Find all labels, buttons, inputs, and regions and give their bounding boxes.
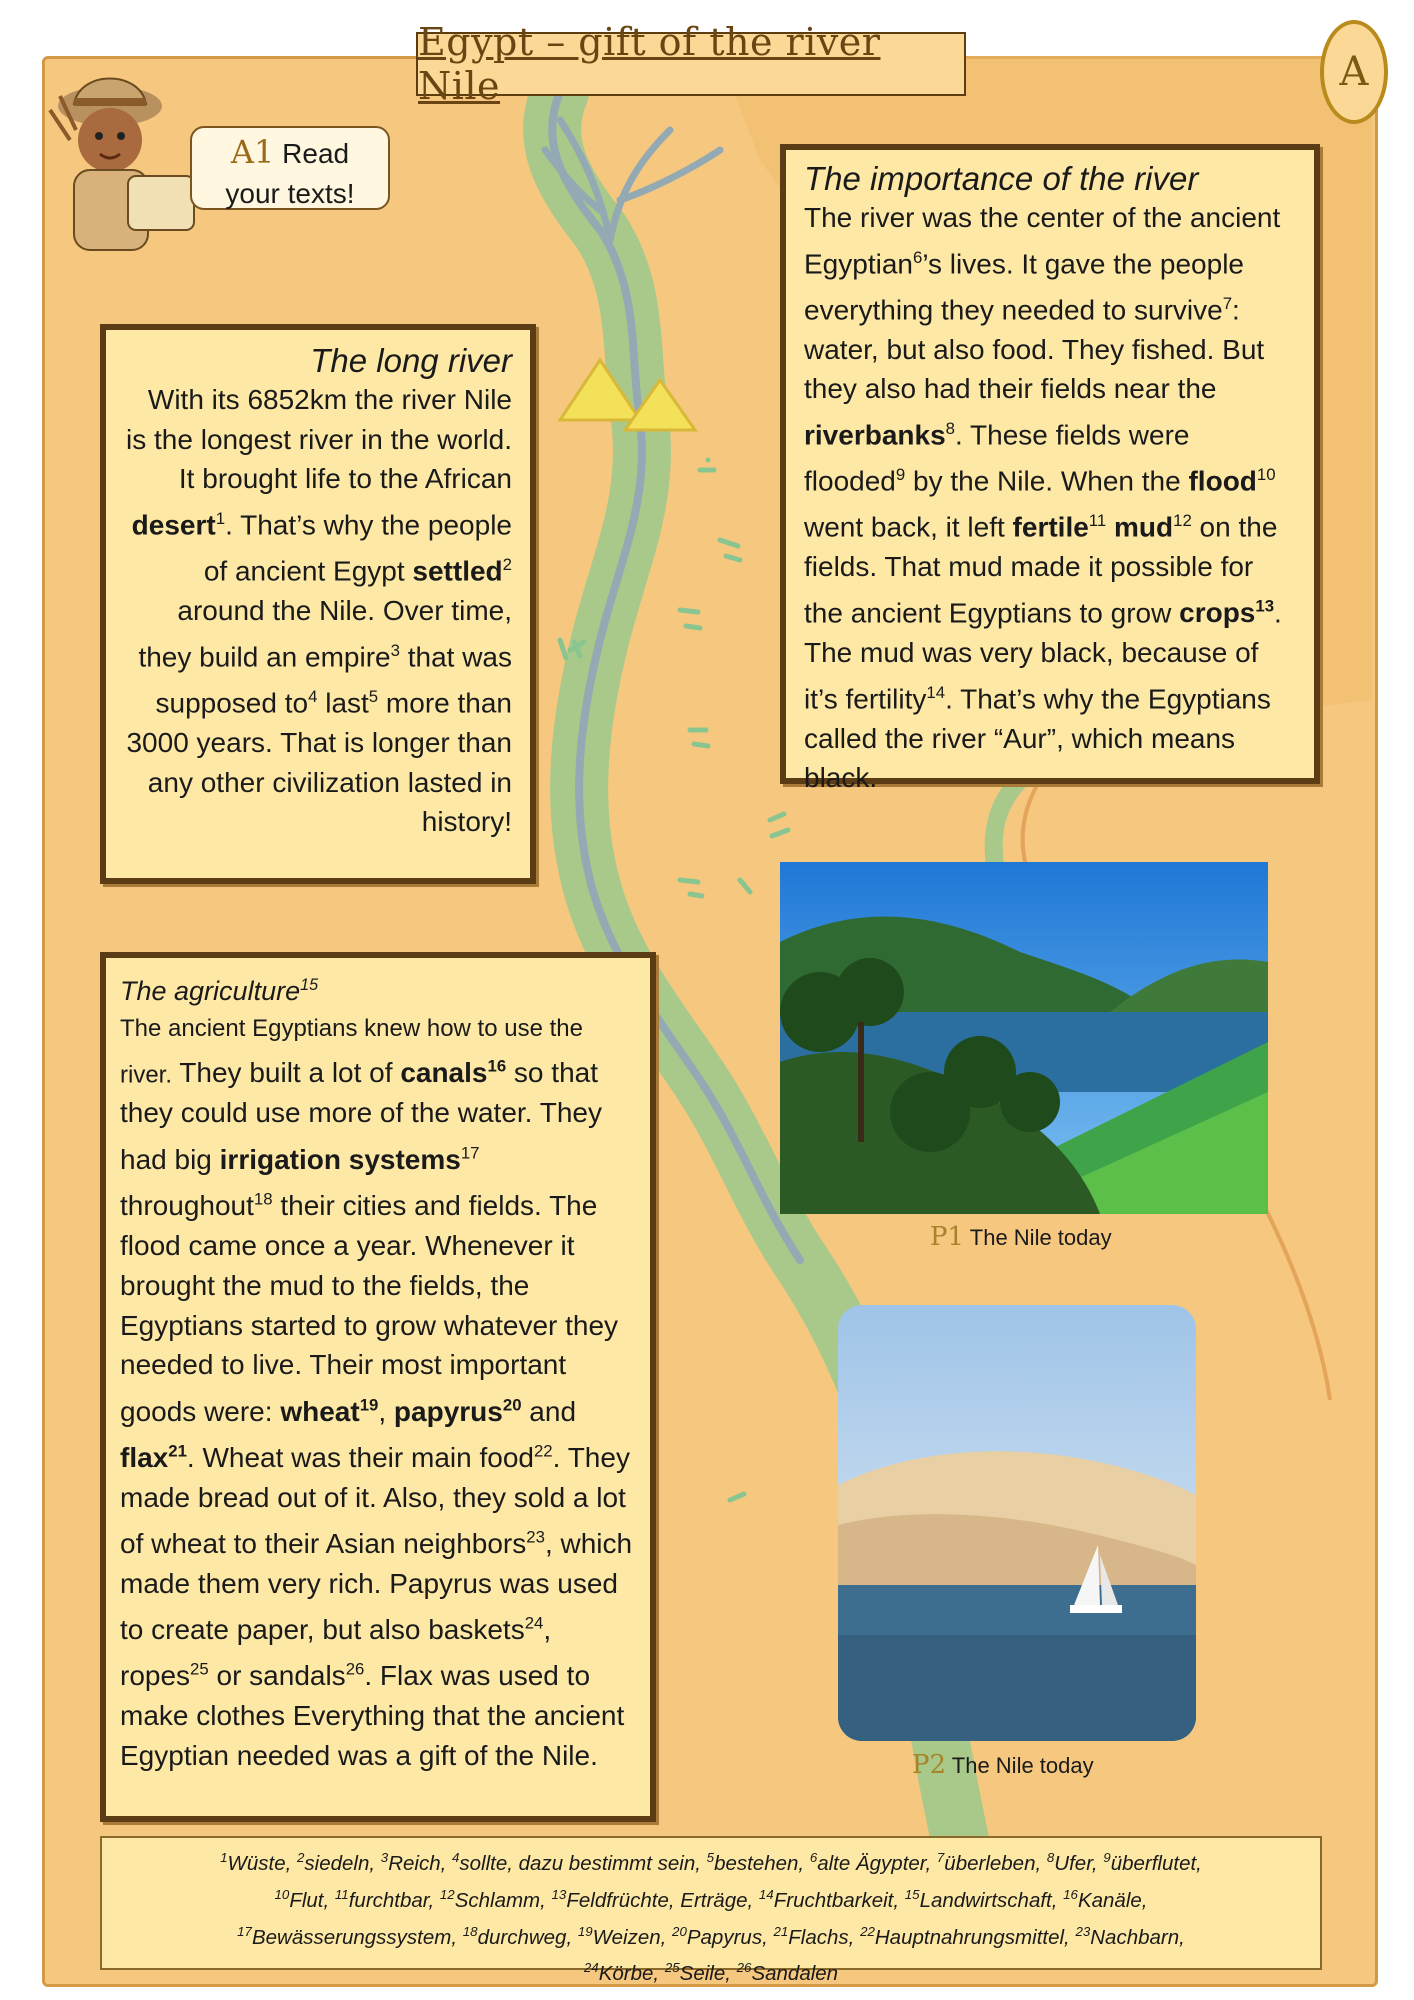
long-river-heading: The long river (310, 342, 512, 379)
task-speech-bubble (190, 126, 390, 210)
photo-2-caption-text: The Nile today (951, 1753, 1094, 1778)
explorer-boy-icon (50, 79, 194, 251)
photo-1-caption (930, 1222, 1112, 1252)
importance-text: The river was the center of the ancient Egyptian$^6$’s lives. It gave the people everything they needed to survive$^7$: water, but also food. They fished. But they also had their fields near the riverbanks$^8$. These fields were flooded$^9$ by the Nile. When the flood$^{10}$ went back, it left fertile$^{11}$ mud$^{12}$ on the fields. That mud made it possible for the ancient Egyptians to grow crops$^{13}$. The mud was very black, because of it’s fertility$^{14}$. That’s why the Egyptians called the river “Aur”, which means black. (804, 202, 1282, 794)
photo-1-label: P1 (930, 1222, 965, 1252)
vocabulary-footnotes: $^1$Wüste, $^2$siedeln, $^3$Reich, $^4$sollte, dazu bestimmt sein, $^5$bestehen, $^6$alte Ägypter, $^7$überleben, $^8$Ufer, $^9$überflutet, $^{10}$Flut, $^{11}$furchtbar, $^{12}$Schlamm, $^{13}$Feldfrüchte, Erträge, $^{14}$Fruchtbarkeit, $^{15}$Landwirtschaft, $^{16}$Kanäle, $^{17}$Bewässerungssystem, $^{18}$durchweg, $^{19}$Weizen, $^{20}$Papyrus, $^{21}$Flachs, $^{22}$Hauptnahrungsmittel, $^{23}$Nachbarn, $^{24}$Körbe, $^{25}$Seile, $^{26}$Sandalen (100, 1836, 1322, 1970)
agriculture-lead: The ancient Egyptians knew how to use the river. (120, 1015, 583, 1089)
nile-photo-2 (838, 1305, 1196, 1741)
task-label: A1 (230, 133, 275, 171)
agriculture-heading: The agriculture$^{15}$ (120, 976, 319, 1006)
importance-heading: The importance of the river (804, 160, 1199, 197)
page-title-text: Egypt – gift of the river Nile (418, 20, 881, 108)
long-river-box (100, 324, 536, 884)
task-text: Read your texts! (225, 138, 355, 209)
agriculture-text (120, 1007, 638, 1776)
photo-1-caption-text: The Nile today (969, 1225, 1112, 1250)
photo-2-label: P2 (912, 1750, 947, 1780)
nile-photo-1 (780, 862, 1268, 1214)
agriculture-body: They built a lot of canals$^{16}$ so that they could use more of the water. They had big irrigation systems$^{17}$ throughout$^{18}$ their cities and fields. The flood came once a year. Whenever it brought the mud to the fields, the Egyptians started to grow whatever they needed to live. Their most important goods were: wheat$^{19}$, papyrus$^{20}$ and flax$^{21}$. Wheat was their main food$^{22}$. They made bread out of it. Also, they sold a lot of wheat to their Asian neighbors$^{23}$, which made them very rich. Papyrus was used to create paper, but also baskets$^{24}$, ropes$^{25}$ or sandals$^{26}$. Flax was used to make clothes Everything that the ancient Egyptian needed was a gift of the Nile. (120, 1057, 633, 1772)
long-river-text: With its 6852km the river Nile is the longest river in the world. It brought life to the African desert$^1$. That’s why the people of ancient Egypt settled$^2$ around the Nile. Over time, they build an empire$^3$ that was supposed $to^4$ last$^5$ more than 3000 years. That is longer than any other civilization lasted in history! (126, 384, 512, 838)
section-badge: A (1320, 20, 1388, 124)
importance-box (780, 144, 1320, 794)
agriculture-box (100, 952, 656, 1822)
photo-2-caption (912, 1750, 1094, 1780)
page-title (416, 20, 966, 108)
